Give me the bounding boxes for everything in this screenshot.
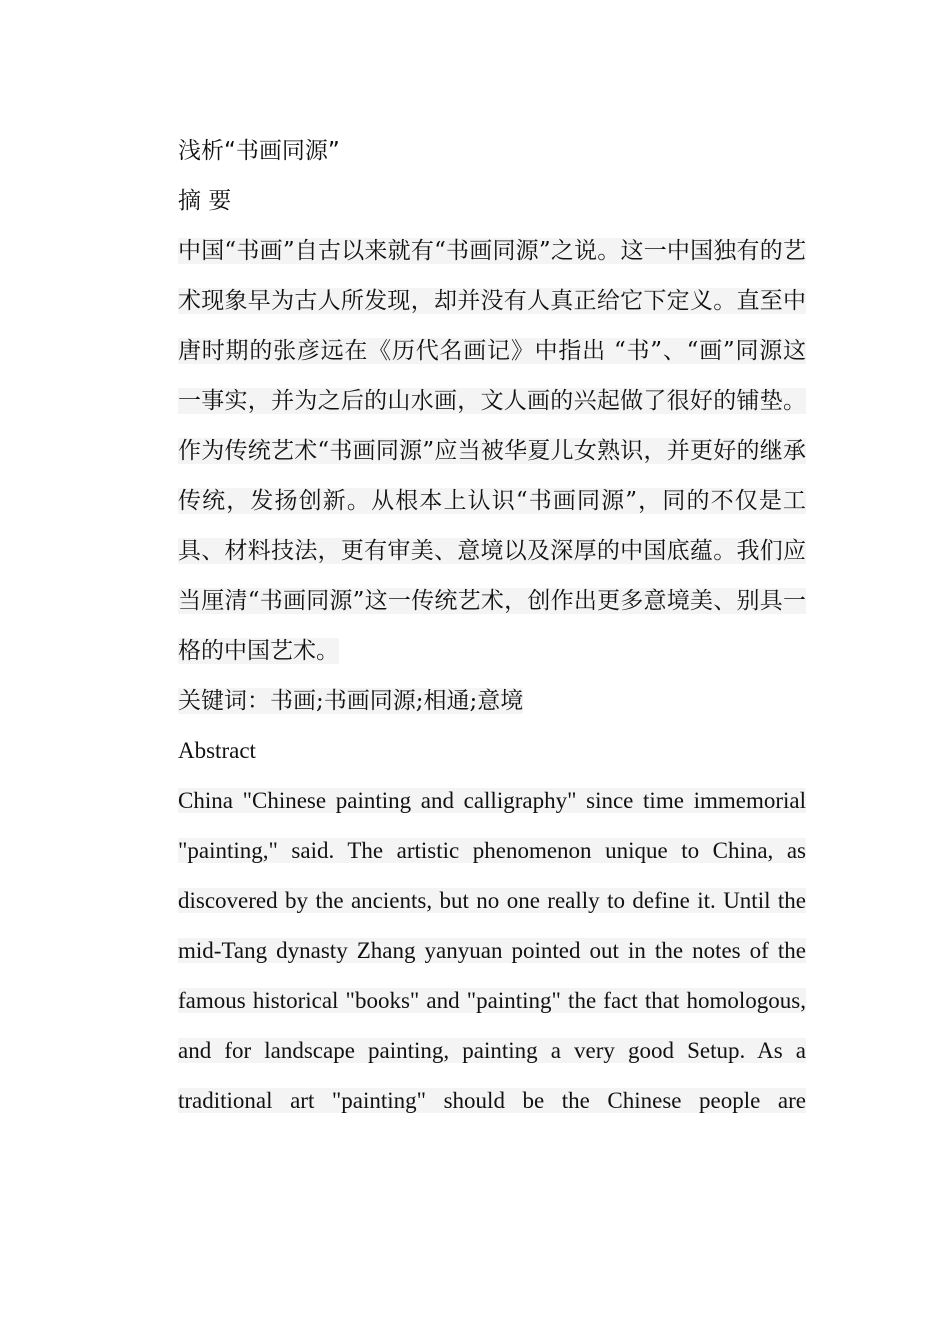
abstract-english-paragraph — [178, 776, 806, 1176]
document-title: 浅析“书画同源” — [178, 138, 340, 164]
document-body — [178, 126, 806, 1176]
abstract-chinese-text: 中国“书画”自古以来就有“书画同源”之说。这一中国独有的艺术现象早为古人所发现，却并没有人真正给它下定义。直至中唐时期的张彦远在《历代名画记》中指出 “书”、“画”同源这一事实，并为之后的山水画，文人画的兴起做了很好的铺垫。作为传统艺术“书画同源”应当被华夏儿女熟识，并更好的继承传统，发扬创新。从根本上认识“书画同源”，同的不仅是工具、材料技法，更有审美、意境以及深厚的中国底蕴。我们应当厘清“书画同源”这一传统艺术，创作出更多意境美、别具一格的中国艺术。 — [178, 238, 806, 664]
keywords-text: 关键词：书画;书画同源;相通;意境 — [178, 688, 524, 714]
abstract-english-heading: Abstract — [178, 738, 256, 763]
abstract-chinese-paragraph — [178, 226, 806, 676]
abstract-heading: 摘 要 — [178, 188, 232, 214]
keywords-line — [178, 676, 806, 726]
abstract-english-text: China "Chinese painting and calligraphy" since time immemorial "painting," said. The artistic phenomenon unique to China, as discovered by the ancients, but no one really to define it. Until the mid-Tang dynasty Zhang yanyuan pointed out in the notes of the famous historical "books" and "painting" the fact that homologous, and for landscape painting, painting a very good Setup. As a traditional art "painting" should be the Chinese people are — [178, 788, 806, 1113]
